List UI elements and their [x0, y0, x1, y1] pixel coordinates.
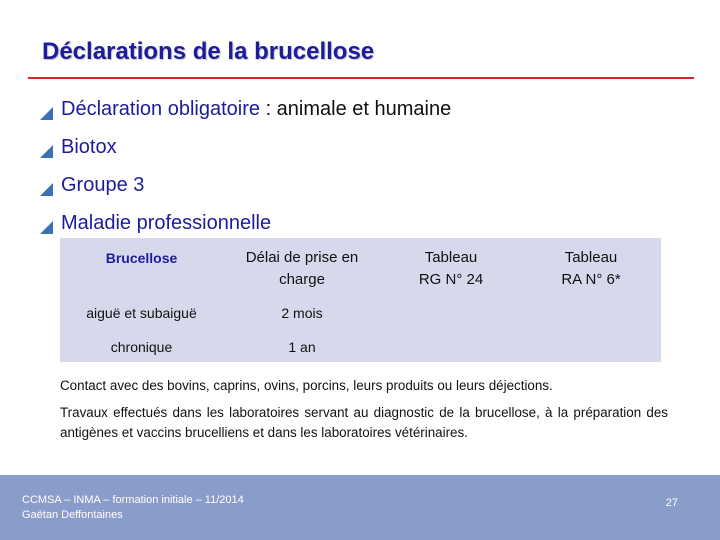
bullet-highlight: Maladie professionnelle — [61, 212, 272, 234]
header-label: Tableau — [424, 249, 478, 266]
column-header — [223, 238, 381, 304]
bullet-highlight: Déclaration obligatoire — [61, 98, 261, 120]
title-divider — [28, 77, 694, 79]
header-label-line2: RG N° 24 — [418, 271, 484, 288]
brucellose-table — [60, 238, 661, 362]
bullet-item — [40, 170, 451, 208]
table-row — [60, 304, 661, 338]
header-label-line2: RA N° 6* — [561, 271, 621, 288]
table-cell — [521, 338, 661, 372]
column-header — [60, 238, 223, 304]
triangle-bullet-icon — [40, 145, 53, 158]
table-cell: 1 an — [288, 339, 316, 355]
column-header — [381, 238, 521, 304]
slide-title: Déclarations de la brucellose — [42, 38, 375, 65]
bullet-highlight: Groupe 3 — [61, 174, 145, 196]
table-row — [60, 338, 661, 372]
header-label: Délai de prise en — [245, 249, 359, 266]
table-header-row — [60, 238, 661, 304]
page-number: 27 — [665, 497, 678, 509]
footer-bar — [0, 475, 720, 540]
triangle-bullet-icon — [40, 107, 53, 120]
table-cell — [381, 338, 521, 372]
bullet-item — [40, 132, 451, 170]
bullet-highlight: Biotox — [61, 136, 117, 158]
note-paragraph: Travaux effectués dans les laboratoires servant au diagnostic de la brucellose, à la préparation des antigènes et vaccins brucelliens et dans les laboratoires vétérinaires. — [60, 405, 668, 440]
table-cell: 2 mois — [281, 305, 323, 321]
column-header — [521, 238, 661, 304]
note-paragraph: Contact avec des bovins, caprins, ovins, porcins, leurs produits ou leurs déjections. — [60, 378, 553, 393]
table-cell: chronique — [110, 339, 173, 355]
footer-author: Gaëtan Deffontaines — [22, 509, 123, 521]
table-cell — [381, 304, 521, 338]
notes-block — [60, 376, 668, 450]
header-label-line2: charge — [279, 271, 325, 288]
bullet-list — [40, 94, 451, 246]
footer-course: CCMSA – INMA – formation initiale – 11/2014 — [22, 494, 244, 506]
triangle-bullet-icon — [40, 183, 53, 196]
header-label: Brucellose — [105, 250, 178, 266]
triangle-bullet-icon — [40, 221, 53, 234]
table-cell — [521, 304, 661, 338]
header-label: Tableau — [564, 249, 618, 266]
bullet-text: : animale et humaine — [260, 98, 452, 120]
bullet-item — [40, 94, 451, 132]
table-cell: aiguë et subaiguë — [86, 305, 197, 321]
